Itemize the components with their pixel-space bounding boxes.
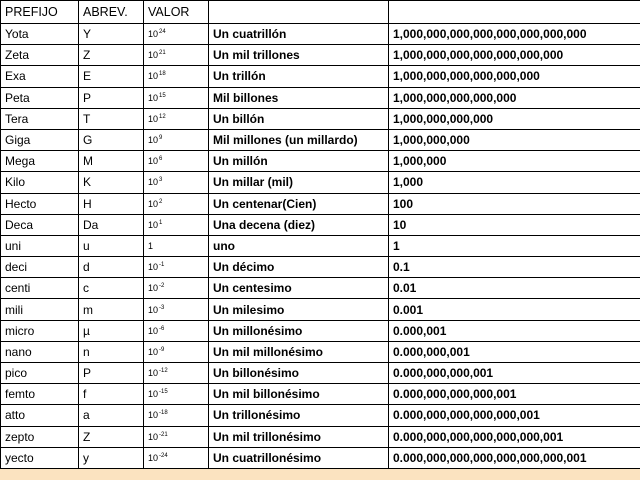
- value-base: 10: [148, 283, 159, 294]
- abbrev-cell: µ: [79, 320, 144, 341]
- value-exponent: -1: [159, 262, 165, 269]
- name-cell: Mil millones (un millardo): [209, 129, 389, 150]
- value-exponent: 12: [159, 113, 166, 120]
- abbrev-cell: c: [79, 278, 144, 299]
- value-base: 10: [148, 346, 159, 357]
- prefix-cell: Giga: [1, 129, 79, 150]
- value-exponent: -21: [159, 431, 168, 438]
- value-exponent: -18: [159, 410, 168, 417]
- value-base: 10: [148, 71, 159, 82]
- abbrev-cell: T: [79, 108, 144, 129]
- value-cell: [144, 193, 209, 214]
- table-row: [1, 278, 640, 299]
- header-abbrev: ABREV.: [79, 1, 144, 24]
- value-exponent: 3: [159, 177, 163, 184]
- abbrev-cell: Z: [79, 426, 144, 447]
- prefix-cell: atto: [1, 405, 79, 426]
- header-name: [209, 1, 389, 24]
- value-cell: [144, 278, 209, 299]
- value-cell: [144, 45, 209, 66]
- value-base: 10: [148, 198, 159, 209]
- value-cell: [144, 384, 209, 405]
- name-cell: Un mil billonésimo: [209, 384, 389, 405]
- value-exponent: 18: [159, 71, 166, 78]
- table-row: [1, 66, 640, 87]
- value-cell: [144, 320, 209, 341]
- value-cell: [144, 299, 209, 320]
- name-cell: Un cuatrillonésimo: [209, 447, 389, 468]
- name-cell: Un millón: [209, 151, 389, 172]
- number-cell: 1,000: [389, 172, 640, 193]
- prefix-cell: deci: [1, 257, 79, 278]
- value-base: 10: [148, 113, 159, 124]
- value-base: 10: [148, 452, 159, 463]
- value-base: 10: [148, 177, 159, 188]
- prefix-cell: Mega: [1, 151, 79, 172]
- value-cell: [144, 24, 209, 45]
- number-cell: 1: [389, 235, 640, 256]
- table-row: [1, 151, 640, 172]
- value-base: 10: [148, 156, 159, 167]
- abbrev-cell: n: [79, 341, 144, 362]
- table-row: [1, 299, 640, 320]
- abbrev-cell: Z: [79, 45, 144, 66]
- prefix-cell: zepto: [1, 426, 79, 447]
- number-cell: 0.000,000,000,000,000,000,001: [389, 426, 640, 447]
- value-cell: [144, 129, 209, 150]
- number-cell: 1,000,000,000,000,000,000: [389, 66, 640, 87]
- prefix-cell: Kilo: [1, 172, 79, 193]
- table-row: [1, 257, 640, 278]
- value-exponent: -3: [159, 304, 165, 311]
- abbrev-cell: G: [79, 129, 144, 150]
- value-cell: [144, 257, 209, 278]
- number-cell: 1,000,000: [389, 151, 640, 172]
- number-cell: 0.000,000,000,000,000,001: [389, 405, 640, 426]
- name-cell: Un trillón: [209, 66, 389, 87]
- table-row: [1, 235, 640, 256]
- abbrev-cell: m: [79, 299, 144, 320]
- value-cell: [144, 341, 209, 362]
- value-exponent: 9: [159, 135, 163, 142]
- number-cell: 0.000,001: [389, 320, 640, 341]
- value-base: 10: [148, 219, 159, 230]
- header-number: [389, 1, 640, 24]
- prefix-cell: Zeta: [1, 45, 79, 66]
- number-cell: 100: [389, 193, 640, 214]
- table-body: [1, 24, 640, 469]
- value-exponent: -12: [159, 368, 168, 375]
- prefix-cell: mili: [1, 299, 79, 320]
- abbrev-cell: K: [79, 172, 144, 193]
- value-cell: [144, 151, 209, 172]
- value-base: 10: [148, 325, 159, 336]
- value-exponent: -9: [159, 346, 165, 353]
- value-base: 10: [148, 431, 159, 442]
- abbrev-cell: Da: [79, 214, 144, 235]
- number-cell: 1,000,000,000: [389, 129, 640, 150]
- number-cell: 0.000,000,000,001: [389, 363, 640, 384]
- table-row: [1, 24, 640, 45]
- prefix-cell: centi: [1, 278, 79, 299]
- number-cell: 0.001: [389, 299, 640, 320]
- table-row: [1, 214, 640, 235]
- table-row: [1, 129, 640, 150]
- table-row: [1, 405, 640, 426]
- value-cell: [144, 235, 209, 256]
- value-base: 1: [148, 240, 154, 251]
- table-row: [1, 426, 640, 447]
- abbrev-cell: f: [79, 384, 144, 405]
- name-cell: Un mil trillones: [209, 45, 389, 66]
- value-cell: [144, 405, 209, 426]
- name-cell: Una decena (diez): [209, 214, 389, 235]
- abbrev-cell: Y: [79, 24, 144, 45]
- value-exponent: 6: [159, 156, 163, 163]
- prefix-cell: yecto: [1, 447, 79, 468]
- number-cell: 0.1: [389, 257, 640, 278]
- value-base: 10: [148, 92, 159, 103]
- prefix-cell: uni: [1, 235, 79, 256]
- abbrev-cell: M: [79, 151, 144, 172]
- number-cell: 0.01: [389, 278, 640, 299]
- value-base: 10: [148, 410, 159, 421]
- value-base: 10: [148, 368, 159, 379]
- name-cell: Un billón: [209, 108, 389, 129]
- table-row: [1, 193, 640, 214]
- table-row: [1, 384, 640, 405]
- number-cell: 1,000,000,000,000: [389, 108, 640, 129]
- name-cell: Un centenar(Cien): [209, 193, 389, 214]
- prefix-cell: Hecto: [1, 193, 79, 214]
- prefix-cell: Yota: [1, 24, 79, 45]
- value-exponent: -15: [159, 389, 168, 396]
- value-base: 10: [148, 262, 159, 273]
- table-row: [1, 363, 640, 384]
- value-cell: [144, 108, 209, 129]
- prefix-cell: Tera: [1, 108, 79, 129]
- abbrev-cell: a: [79, 405, 144, 426]
- name-cell: Un mil trillonésimo: [209, 426, 389, 447]
- value-base: 10: [148, 29, 159, 40]
- value-exponent: -24: [159, 452, 168, 459]
- abbrev-cell: y: [79, 447, 144, 468]
- name-cell: uno: [209, 235, 389, 256]
- value-exponent: 21: [159, 50, 166, 57]
- prefix-cell: femto: [1, 384, 79, 405]
- number-cell: 0.000,000,001: [389, 341, 640, 362]
- table-row: [1, 45, 640, 66]
- prefix-cell: Deca: [1, 214, 79, 235]
- value-base: 10: [148, 135, 159, 146]
- abbrev-cell: P: [79, 363, 144, 384]
- number-cell: 1,000,000,000,000,000,000,000: [389, 45, 640, 66]
- number-cell: 1,000,000,000,000,000,000,000,000: [389, 24, 640, 45]
- value-cell: [144, 87, 209, 108]
- value-exponent: 24: [159, 29, 166, 36]
- abbrev-cell: H: [79, 193, 144, 214]
- number-cell: 1,000,000,000,000,000: [389, 87, 640, 108]
- abbrev-cell: E: [79, 66, 144, 87]
- abbrev-cell: u: [79, 235, 144, 256]
- value-cell: [144, 426, 209, 447]
- value-base: 10: [148, 50, 159, 61]
- value-base: 10: [148, 389, 159, 400]
- prefix-cell: Exa: [1, 66, 79, 87]
- name-cell: Un millonésimo: [209, 320, 389, 341]
- header-prefix: PREFIJO: [1, 1, 79, 24]
- number-cell: 10: [389, 214, 640, 235]
- value-cell: [144, 66, 209, 87]
- header-value: VALOR: [144, 1, 209, 24]
- name-cell: Un cuatrillón: [209, 24, 389, 45]
- value-cell: [144, 172, 209, 193]
- header-row: [1, 1, 640, 24]
- name-cell: Un millar (mil): [209, 172, 389, 193]
- number-cell: 0.000,000,000,000,000,000,000,001: [389, 447, 640, 468]
- value-exponent: 1: [159, 219, 163, 226]
- prefix-cell: pico: [1, 363, 79, 384]
- table-row: [1, 172, 640, 193]
- name-cell: Un billonésimo: [209, 363, 389, 384]
- prefix-cell: micro: [1, 320, 79, 341]
- value-cell: [144, 363, 209, 384]
- table-row: [1, 87, 640, 108]
- number-cell: 0.000,000,000,000,001: [389, 384, 640, 405]
- value-cell: [144, 447, 209, 468]
- value-cell: [144, 214, 209, 235]
- value-base: 10: [148, 304, 159, 315]
- table-row: [1, 341, 640, 362]
- abbrev-cell: P: [79, 87, 144, 108]
- prefix-cell: nano: [1, 341, 79, 362]
- value-exponent: 15: [159, 92, 166, 99]
- name-cell: Un décimo: [209, 257, 389, 278]
- name-cell: Un centesimo: [209, 278, 389, 299]
- table-row: [1, 447, 640, 468]
- abbrev-cell: d: [79, 257, 144, 278]
- name-cell: Un trillonésimo: [209, 405, 389, 426]
- value-exponent: -6: [159, 325, 165, 332]
- table-row: [1, 108, 640, 129]
- background-strip: [0, 470, 640, 480]
- prefix-cell: Peta: [1, 87, 79, 108]
- name-cell: Mil billones: [209, 87, 389, 108]
- value-exponent: -2: [159, 283, 165, 290]
- name-cell: Un mil millonésimo: [209, 341, 389, 362]
- value-exponent: 2: [159, 198, 163, 205]
- table-row: [1, 320, 640, 341]
- name-cell: Un milesimo: [209, 299, 389, 320]
